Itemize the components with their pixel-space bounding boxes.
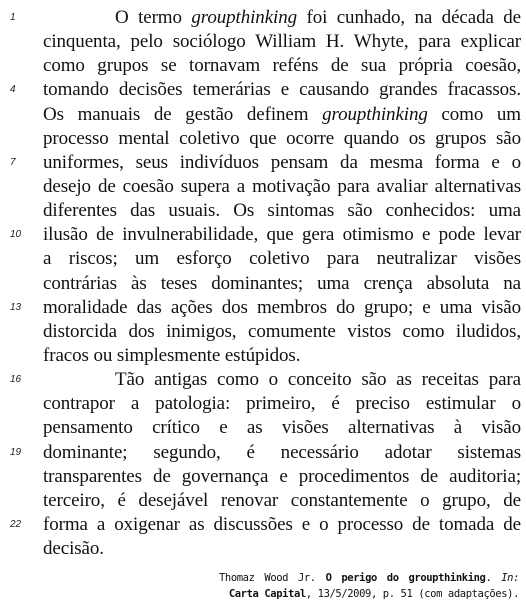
line-number: 7 (10, 156, 16, 168)
source-details: , 13/5/2009, p. 51 (com adaptações). (305, 588, 519, 600)
passage-line (10, 6, 521, 30)
passage-line (43, 199, 521, 223)
line-text: contrárias às teses dominantes; uma crença absoluta na (43, 272, 521, 294)
line-text: dominante; segundo, é necessário adotar sistemas (43, 441, 521, 463)
passage-line (43, 416, 521, 440)
line-number: 1 (10, 12, 16, 23)
line-text: desejo de coesão supera a motivação para avaliar alternativas (43, 175, 521, 197)
passage-line (43, 272, 521, 296)
line-text: como grupos se tornavam reféns de sua própria coesão, (43, 55, 521, 77)
line-text: a riscos; um esforço coletivo para neutralizar visões (43, 248, 521, 270)
line-number: 13 (10, 301, 22, 313)
line-text: Tão antigas como o conceito são as receitas para (115, 369, 521, 391)
line-text: terceiro, é desejável renovar constantemente o grupo, de (43, 489, 521, 511)
line-text: cinquenta, pelo sociólogo William H. Whyte, para explicar (43, 31, 521, 53)
passage-line (10, 296, 521, 320)
line-number: 10 (10, 229, 22, 241)
line-text: Os manuais de gestão definem groupthinking como um (43, 103, 521, 125)
line-number: 19 (10, 446, 22, 458)
passage-line (43, 392, 521, 416)
passage-line (43, 54, 521, 78)
line-text: decisão. (43, 538, 104, 560)
passage-line (10, 441, 521, 465)
passage-text (10, 6, 521, 561)
source-author: Thomaz Wood Jr. (219, 572, 316, 584)
source-in-label: In: (501, 572, 520, 584)
line-text: ilusão de invulnerabilidade, que gera otimismo e pode levar (43, 224, 521, 246)
line-text: moralidade das ações dos membros do grupo; e uma visão (43, 296, 521, 318)
passage-line (10, 368, 521, 392)
passage-line (43, 175, 521, 199)
passage-line (10, 78, 521, 102)
passage-line (43, 247, 521, 271)
source-publication: Carta Capital (228, 588, 306, 600)
line-text: forma a oxigenar as discussões e o processo de tomada de (43, 513, 521, 535)
line-text: distorcida dos inimigos, comumente vistos como iludidos, (43, 320, 521, 342)
passage-line (43, 127, 521, 151)
line-text: transparentes de governança e procedimentos de auditoria; (43, 465, 521, 487)
source-citation: Thomaz Wood Jr. O perigo do groupthinking. In: Carta Capital, 13/5/2009, p. 51 (com adaptações). (219, 572, 520, 600)
line-number: 4 (10, 84, 16, 96)
passage-line (10, 223, 521, 247)
passage-line (10, 513, 521, 537)
line-text: uniformes, seus indivíduos pensam da mesma forma e o (43, 151, 521, 173)
line-number: 16 (10, 374, 22, 386)
passage-line (43, 103, 521, 127)
passage-line (43, 30, 521, 54)
passage-line (10, 151, 521, 175)
line-text: pensamento crítico e as visões alternativas à visão (43, 417, 521, 439)
line-text: processo mental coletivo que ocorre quando os grupos são (43, 127, 521, 149)
line-text: diferentes das usuais. Os sintomas são conhecidos: uma (43, 200, 521, 222)
passage-line (43, 320, 521, 344)
line-text: fracos ou simplesmente estúpidos. (43, 344, 301, 366)
source-title: O perigo do groupthinking (325, 572, 486, 584)
passage-line (43, 489, 521, 513)
line-text: O termo groupthinking foi cunhado, na década de (115, 7, 521, 28)
line-text: tomando decisões temerárias e causando grandes fracassos. (43, 79, 521, 101)
line-text: contrapor a patologia: primeiro, é preciso estimular o (43, 393, 521, 415)
passage-line (43, 344, 521, 368)
passage-line (43, 537, 521, 561)
passage-line (43, 465, 521, 489)
line-number: 22 (10, 518, 22, 530)
